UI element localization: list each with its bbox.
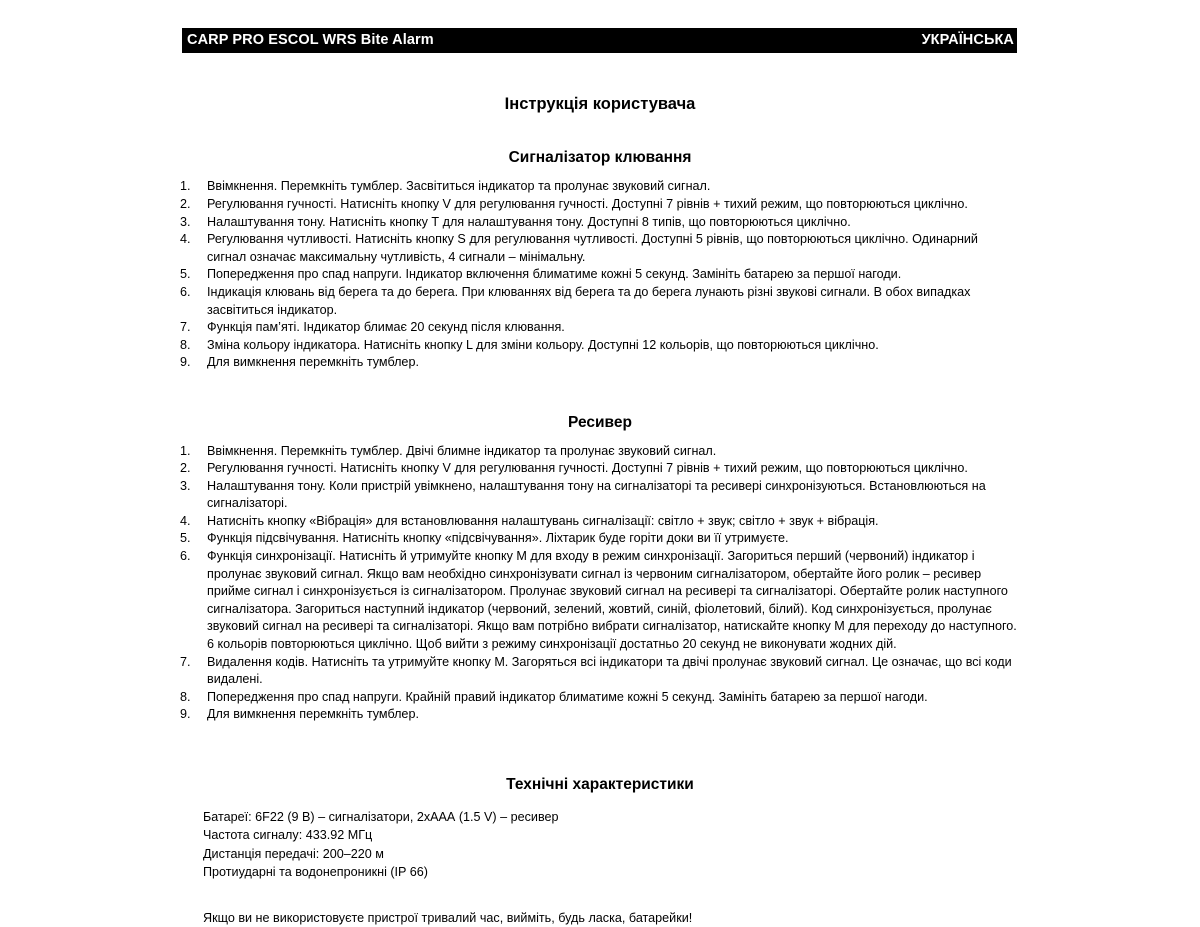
list-item-text: Для вимкнення перемкніть тумблер. — [207, 707, 419, 722]
list-item — [180, 178, 1020, 196]
list-item — [180, 548, 1020, 654]
tech-spec-range: Дистанція передачі: 200–220 м — [203, 846, 384, 861]
list-item-number: 1. — [180, 443, 191, 458]
list-item-text: Ввімкнення. Перемкніть тумблер. Засвітиться індикатор та пролунає звуковий сигнал. — [207, 179, 711, 194]
list-item-number: 2. — [180, 461, 191, 476]
list-item — [180, 513, 1020, 531]
list-item — [180, 214, 1020, 232]
tech-specs-list — [180, 808, 1020, 882]
list-item-text: Видалення кодів. Натисніть та утримуйте кнопку М. Загоряться всі індикатори та двічі пролунає звуковий сигнал. Це означає, що всі коди видалені. — [207, 654, 1012, 687]
section-heading-receiver: Ресивер — [568, 413, 632, 431]
list-item — [180, 354, 1020, 372]
footer-note: Якщо ви не використовуєте пристрої тривалий час, вийміть, будь ласка, батарейки! — [203, 910, 693, 925]
list-item-text: Для вимкнення перемкніть тумблер. — [207, 355, 419, 370]
product-title: CARP PRO ESCOL WRS Bite Alarm — [187, 32, 434, 49]
list-item — [180, 266, 1020, 284]
list-item-number: 2. — [180, 196, 191, 211]
list-item — [180, 530, 1020, 548]
list-item-number: 8. — [180, 689, 191, 704]
list-item — [180, 231, 1020, 266]
list-item-number: 6. — [180, 549, 191, 564]
list-item-text: Натисніть кнопку «Вібрація» для встановлювання налаштувань сигналізації: світло + звук; світло + звук + вібрація. — [207, 513, 879, 528]
tech-spec-batteries: Батареї: 6F22 (9 В) – сигналізатори, 2хААА (1.5 V) – ресивер — [203, 809, 559, 824]
list-item-text: Функція синхронізації. Натисніть й утримуйте кнопку М для входу в режим синхронізації. Загориться перший (червоний) індикатор і пролунає звуковий сигнал. Якщо вам необхідно синхронізувати сигнал із червоним сигналізатором, обертайте його ролик – ресивер прийме сигнал і синхронізується із сигналізатором. Пролунає звуковий сигнал на ресивері та сигналізаторі. Обертайте ролик наступного сигналізатора. Загориться наступний індикатор (червоний, зелений, жовтий, синій, фіолетовий, білий). Код синхронізується, пролунає звуковий сигнал на ресивері та сигналізаторі. Якщо вам потрібно вибрати сигналізатор, натискайте кнопку М для переходу до наступного. 6 кольорів повторюються циклічно. Щоб вийти з режиму синхронізації достатньо 20 секунд не виконувати жодних дій. — [207, 549, 1017, 652]
list-item-number: 7. — [180, 320, 191, 335]
receiver-steps — [180, 443, 1020, 725]
list-item-text: Регулювання гучності. Натисніть кнопку V для регулювання гучності. Доступні 7 рівнів + тихий режим, що повторюються циклічно. — [207, 461, 968, 476]
section-heading-tech-specs: Технічні характеристики — [506, 776, 694, 794]
list-item-number: 9. — [180, 707, 191, 722]
list-item-text: Регулювання гучності. Натисніть кнопку V для регулювання гучності. Доступні 7 рівнів + тихий режим, що повторюються циклічно. — [207, 196, 968, 211]
list-item — [180, 654, 1020, 689]
list-item-text: Регулювання чутливості. Натисніть кнопку S для регулювання чутливості. Доступні 5 рівнів, що повторюються циклічно. Одинарний сигнал означає максимальну чутливість, 4 сигнали – мінімальну. — [207, 232, 978, 264]
list-item — [180, 319, 1020, 337]
list-item-number: 5. — [180, 267, 191, 282]
list-item-text: Налаштування тону. Коли пристрій увімкнено, налаштування тону на сигналізаторі та ресивері синхронізуються. Встановлюються на сигналізаторі. — [207, 478, 986, 511]
list-item-number: 1. — [180, 179, 191, 194]
list-item-text: Ввімкнення. Перемкніть тумблер. Двічі блимне індикатор та пролунає звуковий сигнал. — [207, 443, 717, 458]
header-bar — [182, 28, 1017, 53]
list-item-text: Налаштування тону. Натисніть кнопку Т для налаштування тону. Доступні 8 типів, що повторюються циклічно. — [207, 214, 851, 229]
list-item-text: Функція пам’яті. Індикатор блимає 20 секунд після клювання. — [207, 320, 565, 335]
list-item-text: Попередження про спад напруги. Крайній правий індикатор блиматиме кожні 5 секунд. Замініть батарею за першої нагоди. — [207, 689, 928, 704]
list-item-number: 6. — [180, 284, 191, 299]
list-item-text: Індикація клювань від берега та до берега. При клюваннях від берега та до берега лунають різні звукові сигнали. В обох випадках засвітиться індикатор. — [207, 284, 971, 317]
list-item-number: 3. — [180, 214, 191, 229]
list-item — [180, 706, 1020, 724]
list-item — [180, 337, 1020, 355]
list-item — [180, 196, 1020, 214]
list-item — [180, 284, 1020, 319]
list-item-number: 7. — [180, 654, 191, 669]
list-item-text: Зміна кольору індикатора. Натисніть кнопку L для зміни кольору. Доступні 12 кольорів, що повторюються циклічно. — [207, 337, 879, 352]
document-content — [180, 95, 1020, 927]
list-item-number: 4. — [180, 513, 191, 528]
list-item — [180, 689, 1020, 707]
list-item-text: Попередження про спад напруги. Індикатор включення блиматиме кожні 5 секунд. Замініть батарею за першої нагоди. — [207, 267, 902, 282]
list-item-number: 3. — [180, 478, 191, 493]
list-item — [180, 460, 1020, 478]
list-item-number: 9. — [180, 355, 191, 370]
bite-alarm-steps — [180, 178, 1020, 372]
language-label: УКРАЇНСЬКА — [921, 32, 1014, 49]
list-item-number: 5. — [180, 531, 191, 546]
tech-spec-frequency: Частота сигналу: 433.92 МГц — [203, 828, 373, 843]
tech-spec-protection: Протиударні та водонепроникні (IP 66) — [203, 865, 428, 880]
list-item-text: Функція підсвічування. Натисніть кнопку «підсвічування». Ліхтарик буде горіти доки ви її утримуєте. — [207, 531, 789, 546]
page-title: Інструкція користувача — [504, 95, 696, 113]
list-item-number: 8. — [180, 337, 191, 352]
section-heading-bite-alarm: Сигналізатор клювання — [508, 148, 692, 166]
list-item-number: 4. — [180, 232, 191, 247]
list-item — [180, 443, 1020, 461]
list-item — [180, 478, 1020, 513]
